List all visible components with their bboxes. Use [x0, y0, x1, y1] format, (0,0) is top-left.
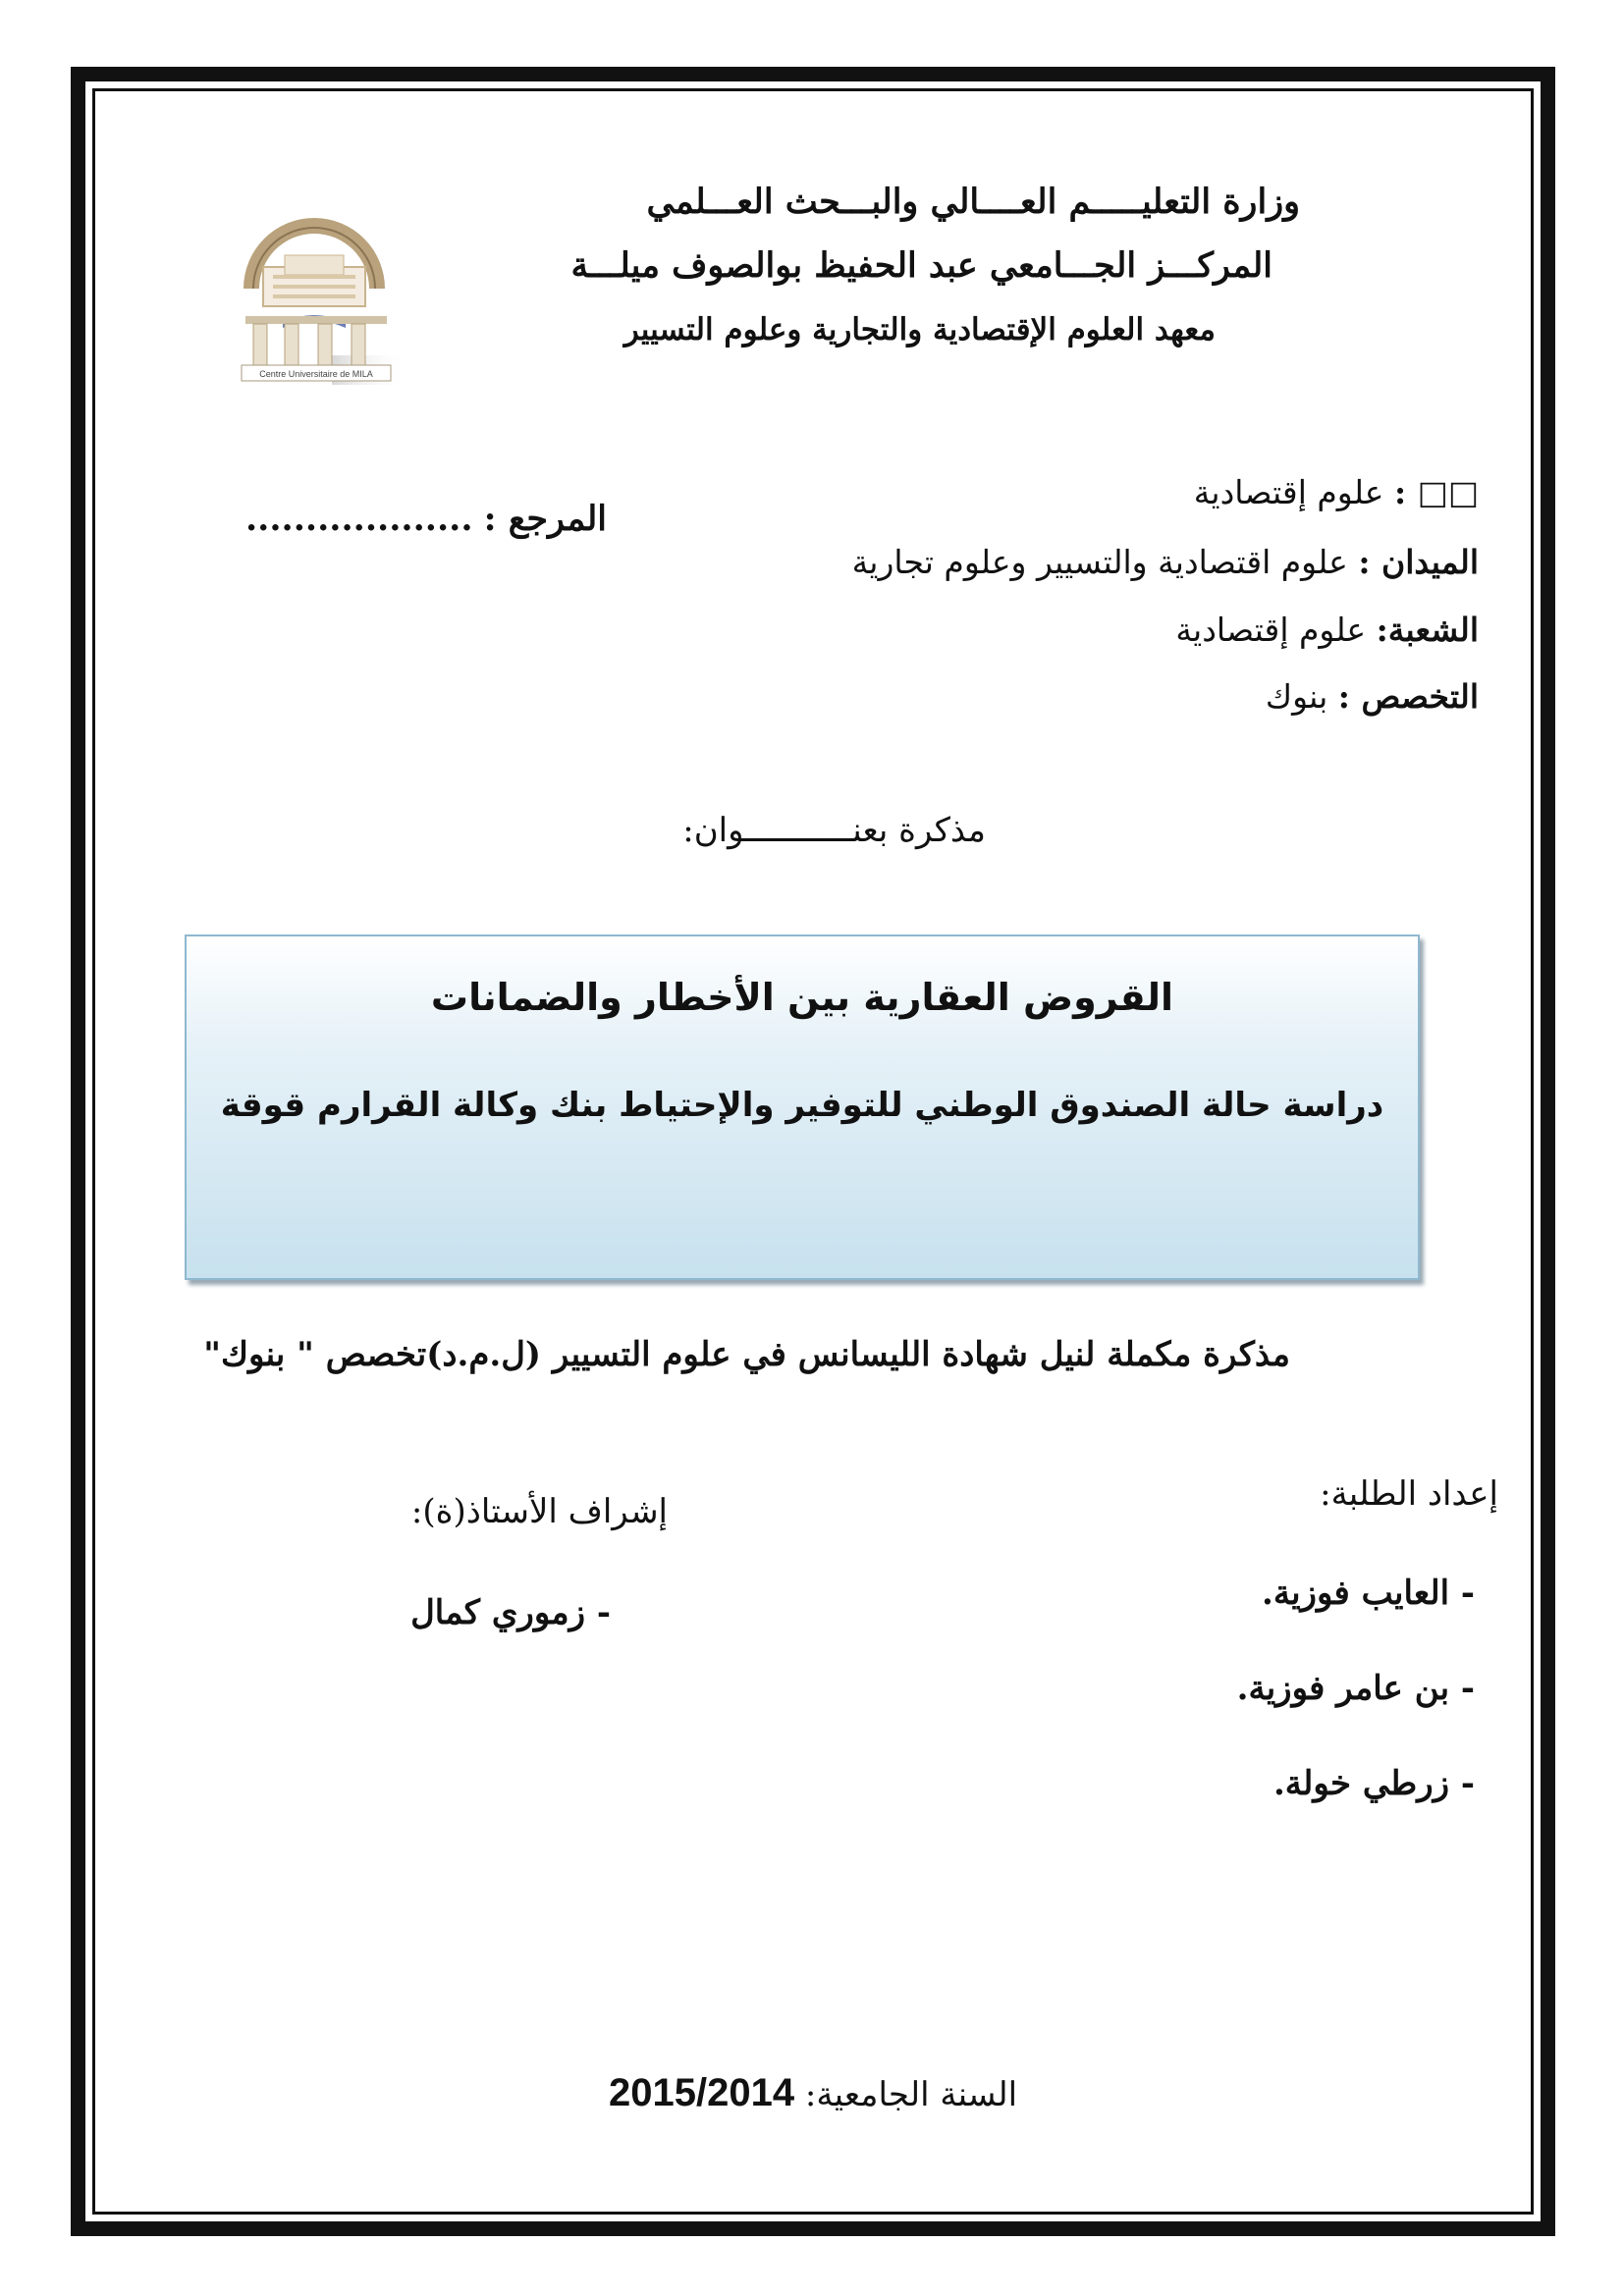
- domain-label: □□ :: [1393, 473, 1479, 511]
- students-label: إعداد الطلبة:: [1320, 1474, 1498, 1514]
- specialty-line: [1266, 677, 1479, 716]
- field-line: [852, 543, 1479, 581]
- academic-year-label: السنة الجامعية:: [804, 2075, 1018, 2114]
- domain-value: علوم إقتصادية: [1193, 473, 1384, 511]
- thesis-subtitle: دراسة حالة الصندوق الوطني للتوفير والإحتياط بنك وكالة القرارم قوقة: [220, 1086, 1384, 1125]
- field-label: الميدان :: [1358, 543, 1479, 581]
- reference-value: ...................: [245, 499, 473, 539]
- institute-line: معهد العلوم الإقتصادية والتجارية وعلوم التسيير: [623, 312, 1216, 347]
- thesis-title: القروض العقارية بين الأخطار والضمانات: [430, 976, 1174, 1019]
- university-center-line: المركـــز الجـــامعي عبد الحفيظ بوالصوف ميلـــة: [570, 245, 1272, 286]
- degree-line: مذكرة مكملة لنيل شهادة الليسانس في علوم التسيير (ل.م.د)تخصص " بنوك": [203, 1335, 1290, 1374]
- field-value: علوم اقتصادية والتسيير وعلوم تجارية: [851, 543, 1348, 581]
- specialty-value: بنوك: [1265, 677, 1328, 716]
- branch-line: [1175, 611, 1479, 649]
- logo-caption: Centre Universitaire de MILA: [259, 369, 373, 379]
- student-name: - زرطي خولة.: [1272, 1764, 1475, 1803]
- university-logo: [224, 218, 408, 391]
- student-name: - بن عامر فوزية.: [1236, 1669, 1475, 1708]
- reference-line: [245, 499, 607, 539]
- specialty-label: التخصص :: [1337, 677, 1479, 716]
- memo-title-label: مذكرة بعنـــــــــــوان:: [682, 811, 986, 850]
- student-name: - العايب فوزية.: [1262, 1574, 1475, 1613]
- academic-year-value: 2015/2014: [609, 2071, 795, 2114]
- branch-label: الشعبة:: [1376, 611, 1479, 649]
- thesis-title-box: [185, 934, 1420, 1280]
- ministry-line: وزارة التعليـــــم العــــالي والبـــحث العـــلمي: [646, 182, 1300, 222]
- branch-value: علوم إقتصادية: [1175, 611, 1367, 649]
- academic-year: [609, 2071, 1017, 2115]
- reference-label: المرجع :: [483, 499, 607, 539]
- supervisor-name: - زموري كمال: [410, 1593, 611, 1632]
- domain-line: [1194, 473, 1479, 511]
- supervisor-label: إشراف الأستاذ(ة):: [410, 1492, 668, 1531]
